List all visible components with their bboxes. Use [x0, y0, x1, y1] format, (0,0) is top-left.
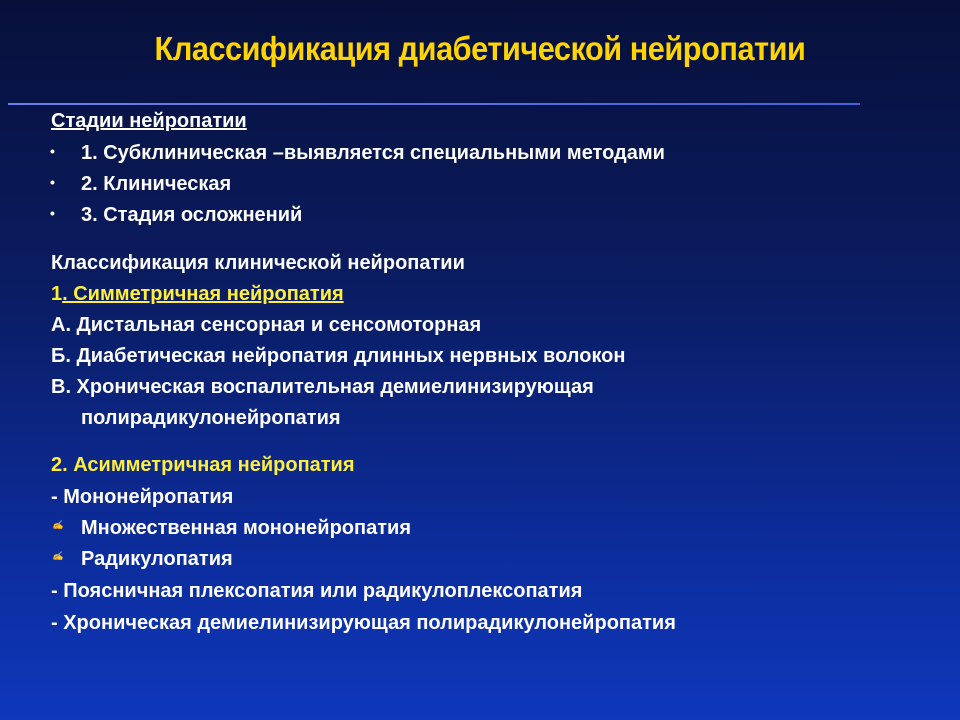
asymmetric-sub-item-2: Радикулопатия — [81, 548, 233, 570]
clinical-heading: Классификация клинической нейропатии — [51, 252, 465, 274]
item-a-text: Дистальная сенсорная и сенсомоторная — [71, 314, 482, 336]
symmetric-item-a — [51, 314, 481, 337]
symmetric-number: 1 — [51, 283, 63, 305]
stages-heading-text: Стадии нейропатии — [51, 110, 247, 132]
stage-item-1: 1. Субклиническая –выявляется специальными методами — [81, 142, 665, 164]
stage-item-3: 3. Стадия осложнений — [81, 204, 303, 226]
asymmetric-heading: 2. Асимметричная нейропатия — [51, 454, 355, 476]
asymmetric-chronic: - Хроническая демиелинизирующая полирадикулонейропатия — [51, 612, 676, 634]
symmetric-item-c-line1: В. Хроническая воспалительная демиелинизирующая — [51, 376, 594, 398]
pen-icon: ✍ — [52, 551, 64, 561]
asymmetric-sub-item-1: Множественная мононейропатия — [81, 517, 411, 539]
bullet-icon: • — [50, 143, 55, 159]
symmetric-label: . Симметричная нейропатия — [62, 283, 344, 305]
symmetric-item-c-line2: полирадикулонейропатия — [81, 407, 341, 429]
title-divider — [8, 103, 860, 105]
bullet-icon: • — [50, 205, 55, 221]
stage-item-2: 2. Клиническая — [81, 173, 232, 195]
asymmetric-mono: - Мононейропатия — [51, 486, 234, 508]
symmetric-item-b: Б. Диабетическая нейропатия длинных нервных волокон — [51, 345, 626, 367]
bullet-icon: • — [50, 174, 55, 190]
slide-title: Классификация диабетической нейропатии — [154, 30, 806, 67]
stages-heading — [51, 110, 247, 133]
symmetric-heading — [51, 283, 344, 306]
asymmetric-lumbar: - Поясничная плексопатия или радикулоплексопатия — [51, 580, 583, 602]
pen-icon: ✍ — [52, 520, 64, 530]
item-a-prefix: А. — [51, 314, 71, 336]
